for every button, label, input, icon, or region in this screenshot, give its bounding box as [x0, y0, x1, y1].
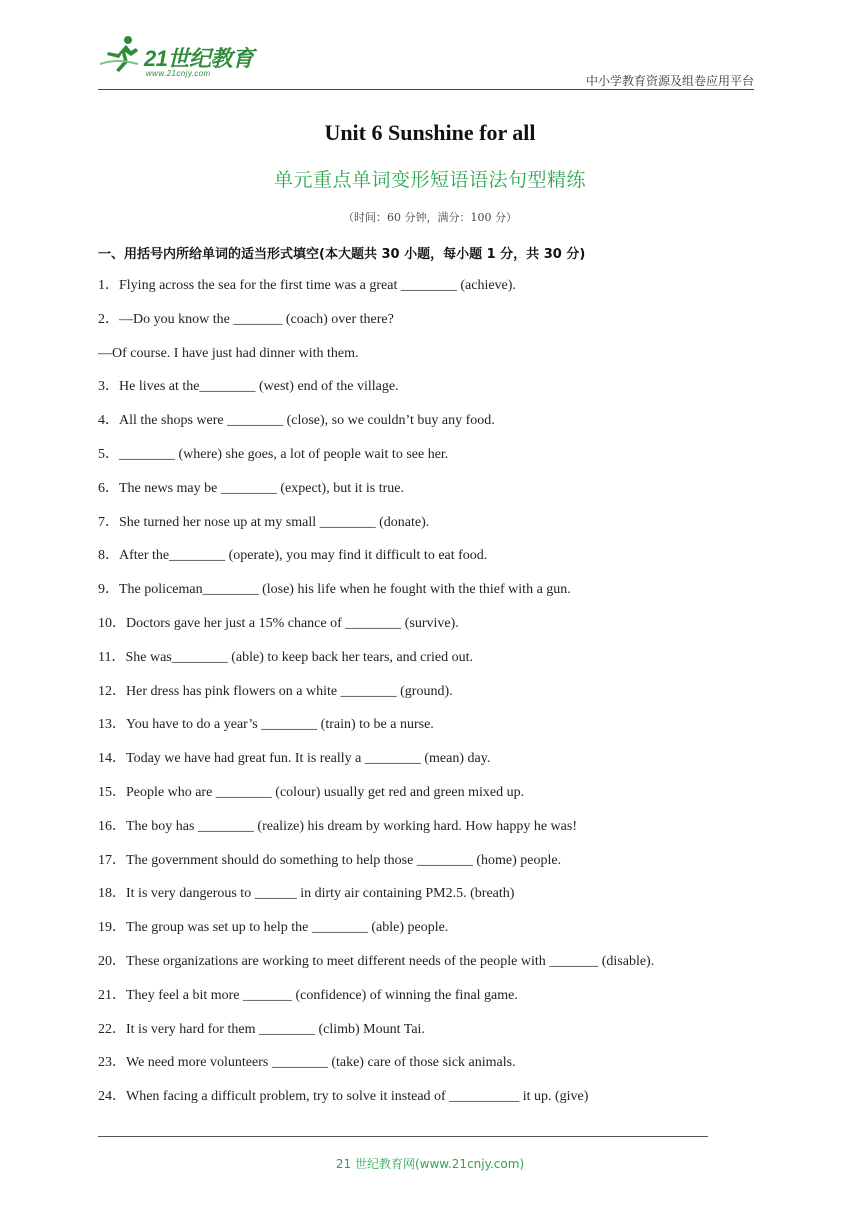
question-item: 6．The news may be ________ (expect), but it is true. — [98, 480, 404, 496]
section-heading: 一、用括号内所给单词的适当形式填空(本大题共 30 小题，每小题 1 分，共 30 分) — [98, 247, 586, 262]
logo-text: 21世纪教育 — [144, 46, 254, 71]
question-item: —Of course. I have just had dinner with them. — [98, 345, 359, 361]
question-item: 1．Flying across the sea for the first time was a great ________ (achieve). — [98, 278, 516, 293]
page-header — [98, 28, 754, 90]
header-divider — [98, 89, 754, 90]
question-item: 24．When facing a difficult problem, try to solve it instead of __________ it up. (give) — [98, 1089, 589, 1105]
question-item: 2．—Do you know the _______ (coach) over there? — [98, 311, 394, 327]
footer-link[interactable]: 21 世纪教育网(www.21cnjy.com) — [335, 1157, 525, 1171]
question-item: 20．These organizations are working to meet different needs of the people with _______ (disable). — [98, 953, 655, 969]
question-item: 15．People who are ________ (colour) usually get red and green mixed up. — [98, 784, 525, 800]
question-item: 4．All the shops were ________ (close), so we couldn’t buy any food. — [98, 413, 495, 429]
question-item: 12．Her dress has pink flowers on a white ________ (ground). — [98, 683, 453, 699]
site-logo[interactable] — [98, 34, 278, 78]
question-item: 8．After the________ (operate), you may find it difficult to eat food. — [98, 548, 488, 564]
runner-icon — [98, 34, 144, 74]
question-item: 18．It is very dangerous to ______ in dirty air containing PM2.5. (breath) — [98, 886, 515, 902]
logo-url: www.21cnjy.com — [146, 69, 211, 78]
question-item: 11．She was________ (able) to keep back her tears, and cried out. — [98, 649, 474, 665]
exam-meta: （时间：60 分钟，满分：100 分） — [343, 211, 517, 224]
question-item: 23．We need more volunteers ________ (take) care of those sick animals. — [98, 1055, 516, 1071]
question-item: 19．The group was set up to help the ________ (able) people. — [98, 920, 449, 936]
question-item: 22．It is very hard for them ________ (climb) Mount Tai. — [98, 1021, 425, 1037]
question-item: 13．You have to do a year’s ________ (train) to be a nurse. — [98, 717, 434, 733]
question-item: 3．He lives at the________ (west) end of the village. — [98, 379, 399, 395]
page-subtitle: 单元重点单词变形短语语法句型精练 — [273, 169, 586, 191]
question-item: 10．Doctors gave her just a 15% chance of ________ (survive). — [98, 615, 459, 631]
header-tagline: 中小学教育资源及组卷应用平台 — [585, 74, 754, 88]
question-item: 16．The boy has ________ (realize) his dream by working hard. How happy he was! — [98, 818, 577, 834]
question-item: 9．The policeman________ (lose) his life when he fought with the thief with a gun. — [98, 582, 571, 598]
footer-divider — [98, 1136, 708, 1137]
question-item: 14．Today we have had great fun. It is really a ________ (mean) day. — [98, 751, 491, 767]
question-item: 7．She turned her nose up at my small ________ (donate). — [98, 514, 430, 530]
question-item: 21．They feel a bit more _______ (confidence) of winning the final game. — [98, 987, 518, 1003]
page-title: Unit 6 Sunshine for all — [324, 120, 536, 145]
question-item: 17．The government should do something to help those ________ (home) people. — [98, 852, 562, 868]
question-item: 5．________ (where) she goes, a lot of people wait to see her. — [98, 446, 449, 462]
question-list — [98, 277, 738, 1122]
